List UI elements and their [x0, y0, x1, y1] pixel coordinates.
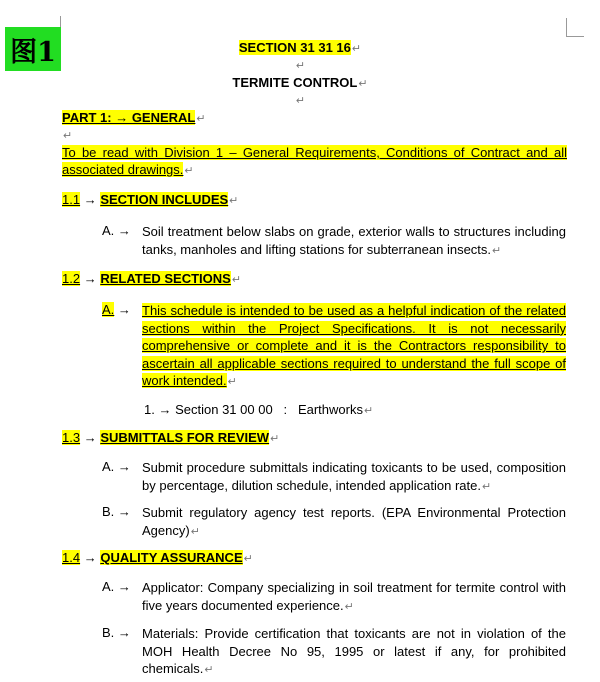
item-1-4-b-label: B. → — [102, 625, 131, 640]
blank-line: ↵ — [63, 130, 73, 142]
intro-paragraph: To be read with Division 1 – General Requirements, Conditions of Contract and all associated drawings.↵ — [62, 145, 567, 177]
figure-badge: 图1 — [5, 27, 61, 71]
item-1-2-list-1: 1. → Section 31 00 00 : Earthworks↵ — [144, 402, 374, 417]
blank-line: ↵ — [295, 60, 306, 72]
item-1-4-a-text: Applicator: Company specializing in soil treatment for termite control with five years documented experience.↵ — [142, 580, 566, 613]
document-title: TERMITE CONTROL↵ — [232, 75, 368, 90]
crop-mark-right-v — [566, 18, 567, 36]
heading-1-3: 1.3 → SUBMITTALS FOR REVIEW↵ — [62, 430, 280, 445]
item-1-4-a-label: A. → — [102, 579, 131, 594]
section-number: SECTION 31 31 16 — [238, 40, 351, 55]
part-heading: PART 1: → GENERAL↵ — [62, 110, 206, 125]
item-1-4-b-text: Materials: Provide certification that toxicants are not in violation of the MOH Health Decree No 95, 1995 or latest if any, for prohibited chemicals.↵ — [142, 626, 566, 676]
heading-1-1: 1.1 → SECTION INCLUDES↵ — [62, 192, 239, 207]
item-1-1-a-text: Soil treatment below slabs on grade, exterior walls to structures including tanks, manholes and lifting stations for subterranean insects.↵ — [142, 224, 566, 257]
blank-line: ↵ — [295, 95, 306, 107]
item-1-1-a-label: A. → — [102, 223, 131, 238]
item-1-3-b-text: Submit regulatory agency test reports. (EPA Environmental Protection Agency)↵ — [142, 505, 566, 538]
heading-1-2: 1.2 → RELATED SECTIONS↵ — [62, 271, 242, 286]
section-heading: SECTION 31 31 16↵ — [238, 40, 362, 55]
item-1-2-a-text: This schedule is intended to be used as a helpful indication of the related sections within the Project Specifications. It is not necessarily comprehensive or complete and it is the Contractors responsibility to ascertain all applicable sections required to understand the full scope of work intended.↵ — [142, 303, 566, 388]
item-1-2-a-label: A. → — [102, 302, 131, 317]
item-1-3-b-label: B. → — [102, 504, 131, 519]
item-1-3-a-text: Submit procedure submittals indicating toxicants to be used, composition by percentage, dilution schedule, intended application rate.↵ — [142, 460, 566, 493]
crop-mark-right-h — [566, 36, 584, 37]
heading-1-4: 1.4 → QUALITY ASSURANCE↵ — [62, 550, 253, 565]
item-1-3-a-label: A. → — [102, 459, 131, 474]
